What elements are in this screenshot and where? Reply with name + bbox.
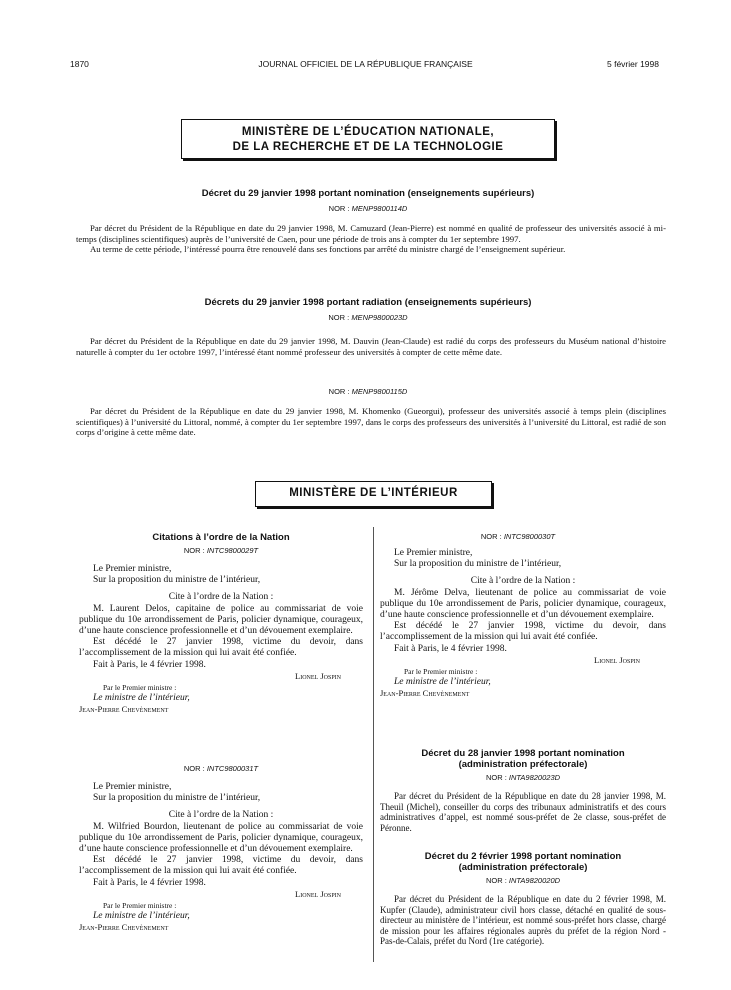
citation1-intro1: Le Premier ministre, [93, 564, 172, 574]
citation1-minister: Jean-Pierre Chevènement [79, 704, 169, 715]
citation1-role: Le ministre de l’intérieur, [93, 693, 190, 704]
citation3-paragraph2: Est décédé le 27 janvier 1998, victime du devoir, dans l’accomplissement de la mission qui lui avait été confiée. [380, 621, 666, 643]
citation3-cite: Cite à l’ordre de la Nation : [470, 576, 576, 587]
citation2-par: Par le Premier ministre : [103, 901, 177, 911]
ministry-interior-box [255, 481, 492, 507]
citation1-nor: NOR : INTC9800029T [183, 546, 259, 555]
decree4-paragraph1: Par décret du Président de la République en date du 2 février 1998, M. Kupfer (Claude), administrateur civil hors classe, détaché en qualité de sous-directeur au ministère de l’intérieur, est nommé sous-préfet hors classe, chargé de mission pour les affaires régionales auprès du préfet de la région Nord - Pas-de-Calais, préfet du Nord (1re catégorie). [380, 894, 666, 947]
decree3-title-line1: Décret du 28 janvier 1998 portant nomination [421, 748, 625, 759]
citation2-role: Le ministre de l’intérieur, [93, 911, 190, 922]
decree1-paragraph1: Par décret du Président de la République en date du 29 janvier 1998, M. Camuzard (Jean-Pierre) est nommé en qualité de professeur des universités associé à mi-temps (disciplines scientifiques) auprès de l’université de Caen, pour une période de trois ans à compter du 1er septembre 1997. [76, 223, 666, 244]
citation2-nor: NOR : INTC9800031T [183, 764, 259, 773]
column-divider [373, 527, 374, 962]
citation2-paragraph2: Est décédé le 27 janvier 1998, victime du devoir, dans l’accomplissement de la mission qui lui avait été confiée. [79, 855, 363, 877]
decree4-body [380, 894, 666, 947]
decree1-title: Décret du 29 janvier 1998 portant nomination (enseignements supérieurs) [201, 188, 535, 199]
decree3-title [380, 748, 666, 770]
citation3-paragraph1: M. Jérôme Delva, lieutenant de police au commissariat de voie publique du 10e arrondissement de Paris, policier dynamique, courageux, d’une haute conscience professionnelle et d’un dévouement exemplaire. [380, 587, 666, 621]
decree4-title [380, 851, 666, 873]
decree2-nor: NOR : MENP9800023D [328, 313, 408, 322]
citation2-paragraph1: M. Wilfried Bourdon, lieutenant de police au commissariat de voie publique du 10e arrondissement de Paris, policier dynamique, courageux, d’une haute conscience professionnelle et d’un dévouement exemplaire. [79, 821, 363, 855]
page-number: 1870 [70, 59, 89, 69]
citation1-paragraph2: Est décédé le 27 janvier 1998, victime du devoir, dans l’accomplissement de la mission qui lui avait été confiée. [79, 637, 363, 659]
decree2-body2 [76, 406, 666, 438]
decree2-paragraph1: Par décret du Président de la République en date du 29 janvier 1998, M. Dauvin (Jean-Claude) est radié du corps des professeurs du Muséum national d’histoire naturelle à compter du 1er octobre 1997, l’intéressé étant nommé professeur des universités à compter de cette même date. [76, 336, 666, 357]
decree4-title-line2: (administration préfectorale) [458, 862, 588, 873]
decree2-paragraph2: Par décret du Président de la République en date du 29 janvier 1998, M. Khomenko (Gueorgui), professeur des universités associé à temps plein (disciplines scientifiques) à l’université du Littoral, nommé, à compter du 1er septembre 1997, dans le corps des professeurs des universités à l’université du Littoral, est radié de son corps d’origine à cette même date. [76, 406, 666, 437]
citation2-cite: Cite à l’ordre de la Nation : [168, 810, 274, 821]
citation1-signer: Lionel Jospin [295, 670, 341, 681]
decree1-paragraph2: Au terme de cette période, l’intéressé pourra être renouvelé dans ses fonctions par arrêté du ministre chargé de l’enseignement supérieur. [90, 244, 566, 254]
citation1-body [79, 564, 363, 716]
decree2-title: Décrets du 29 janvier 1998 portant radiation (enseignements supérieurs) [204, 297, 532, 308]
citation2-fait: Fait à Paris, le 4 février 1998. [93, 877, 206, 888]
citation1-paragraph1: M. Laurent Delos, capitaine de police au commissariat de voie publique du 10e arrondissement de Paris, policier dynamique, courageux, d’une haute conscience professionnelle et d’un dévouement exemplaire. [79, 603, 363, 637]
citation3-body [380, 548, 666, 700]
citation3-nor: NOR : INTC9800030T [480, 532, 556, 541]
citation3-par: Par le Premier ministre : [404, 667, 478, 677]
citation3-intro1: Le Premier ministre, [394, 548, 473, 558]
citation1-intro2: Sur la proposition du ministre de l’intérieur, [93, 575, 261, 586]
decree3-paragraph1: Par décret du Président de la République en date du 28 janvier 1998, M. Theuil (Michel), conseiller du corps des tribunaux administratifs et des cours administratives d’appel, est nommé sous-préfet de 2e classe, sous-préfet de Péronne. [380, 791, 666, 833]
citation2-signer: Lionel Jospin [295, 888, 341, 899]
citation2-intro1: Le Premier ministre, [93, 782, 172, 792]
decree1-nor: NOR : MENP9800114D [328, 204, 408, 213]
citation3-fait: Fait à Paris, le 4 février 1998. [394, 643, 507, 654]
decree1-body [76, 223, 666, 255]
decree4-nor: NOR : INTA9820020D [485, 876, 561, 885]
decree2-body1 [76, 336, 666, 357]
citation2-minister: Jean-Pierre Chevènement [79, 922, 169, 933]
citation3-intro2: Sur la proposition du ministre de l’intérieur, [394, 559, 562, 570]
decree3-nor: NOR : INTA9820023D [485, 773, 561, 782]
decree2-nor2: NOR : MENP9800115D [328, 387, 408, 396]
citation2-intro2: Sur la proposition du ministre de l’intérieur, [93, 793, 261, 804]
citation1-cite: Cite à l’ordre de la Nation : [168, 592, 274, 603]
citation3-signer: Lionel Jospin [594, 654, 640, 665]
citation1-par: Par le Premier ministre : [103, 683, 177, 693]
citation3-minister: Jean-Pierre Chevènement [380, 688, 470, 699]
journal-date: 5 février 1998 [607, 59, 659, 69]
ministry-education-line1: MINISTÈRE DE L’ÉDUCATION NATIONALE, [241, 126, 495, 138]
journal-title: JOURNAL OFFICIEL DE LA RÉPUBLIQUE FRANÇAISE [258, 59, 473, 69]
ministry-interior-title: MINISTÈRE DE L’INTÉRIEUR [289, 487, 458, 499]
ministry-education-box [181, 119, 555, 159]
decree3-body [380, 791, 666, 833]
citation1-fait: Fait à Paris, le 4 février 1998. [93, 659, 206, 670]
citation3-role: Le ministre de l’intérieur, [394, 677, 491, 688]
decree3-title-line2: (administration préfectorale) [458, 759, 588, 770]
decree4-title-line1: Décret du 2 février 1998 portant nomination [424, 851, 622, 862]
citations-title: Citations à l’ordre de la Nation [152, 532, 290, 543]
citation2-body [79, 782, 363, 934]
ministry-education-line2: DE LA RECHERCHE ET DE LA TECHNOLOGIE [232, 141, 504, 153]
